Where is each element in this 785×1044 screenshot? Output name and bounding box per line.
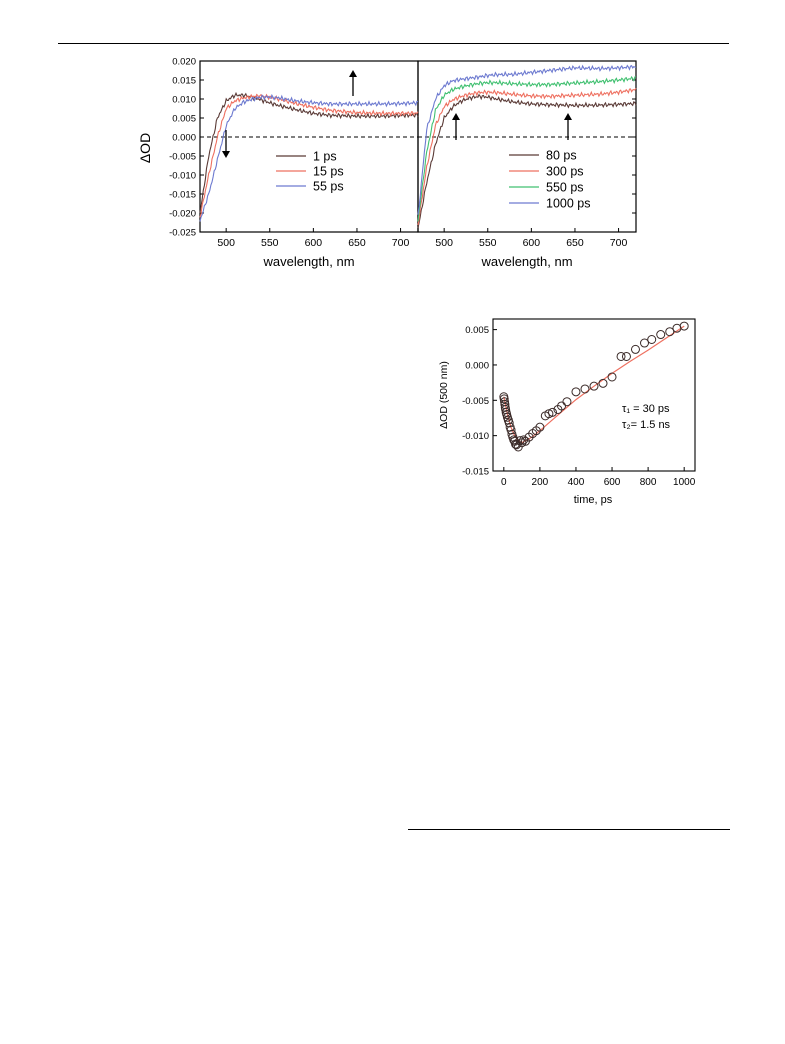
x-tick-label: 650 xyxy=(566,237,584,249)
y-tick-label: -0.005 xyxy=(169,151,196,163)
x-tick-label: 1000 xyxy=(673,477,696,488)
y-tick-label: -0.010 xyxy=(462,431,489,443)
fig2-x-axis xyxy=(501,467,696,488)
legend-label: 1 ps xyxy=(313,149,337,164)
x-tick-label: 400 xyxy=(567,477,585,488)
data-point xyxy=(648,336,656,344)
tau2-annotation: τ₂= 1.5 ns xyxy=(622,419,671,431)
fig2-ylabel: ΔOD (500 nm) xyxy=(438,361,450,429)
y-tick-label: 0.000 xyxy=(172,132,196,144)
data-point xyxy=(622,352,630,360)
data-point xyxy=(572,388,580,396)
legend-label: 1000 ps xyxy=(546,196,591,211)
x-tick-label: 800 xyxy=(639,477,657,488)
legend-label: 80 ps xyxy=(546,148,577,163)
fig1-ylabel: ΔOD xyxy=(137,132,153,164)
fig2-xlabel: time, ps xyxy=(573,494,613,506)
legend-label: 550 ps xyxy=(546,180,584,195)
right-xlabel: wavelength, nm xyxy=(481,254,573,269)
data-point xyxy=(563,398,571,406)
x-tick-label: 700 xyxy=(391,237,410,249)
x-tick-label: 600 xyxy=(304,237,323,249)
y-tick-label: -0.015 xyxy=(169,189,196,201)
y-tick-label: 0.000 xyxy=(465,360,489,372)
data-point xyxy=(657,331,665,339)
y-tick-label: -0.010 xyxy=(169,170,196,182)
x-tick-label: 0 xyxy=(501,477,507,488)
data-point xyxy=(608,373,616,381)
x-tick-label: 600 xyxy=(522,237,541,249)
y-tick-label: -0.015 xyxy=(462,466,489,478)
x-tick-label: 700 xyxy=(609,237,628,249)
x-tick-label: 550 xyxy=(260,237,279,249)
x-tick-label: 500 xyxy=(217,237,235,249)
y-tick-label: 0.015 xyxy=(172,75,196,87)
x-tick-label: 550 xyxy=(478,237,497,249)
x-tick-label: 200 xyxy=(531,477,549,488)
data-point xyxy=(599,379,607,387)
y-tick-label: 0.005 xyxy=(172,113,196,125)
x-tick-label: 650 xyxy=(348,237,366,249)
fig2-frame xyxy=(493,319,695,471)
data-point xyxy=(581,385,589,393)
y-tick-label: 0.010 xyxy=(172,94,196,106)
left-xlabel: wavelength, nm xyxy=(263,254,355,269)
legend-label: 55 ps xyxy=(313,179,344,194)
y-tick-label: -0.025 xyxy=(169,227,196,239)
x-tick-label: 600 xyxy=(603,477,621,488)
y-tick-label: 0.005 xyxy=(465,325,489,337)
legend-label: 15 ps xyxy=(313,164,344,179)
fig2-y-axis xyxy=(462,325,497,477)
data-point xyxy=(631,345,639,353)
y-tick-label: -0.020 xyxy=(169,208,196,220)
legend-label: 300 ps xyxy=(546,164,584,179)
y-tick-label: -0.005 xyxy=(462,395,489,407)
y-tick-label: 0.020 xyxy=(172,56,196,68)
x-tick-label: 500 xyxy=(435,237,453,249)
tau1-annotation: τ₁ = 30 ps xyxy=(622,403,670,415)
